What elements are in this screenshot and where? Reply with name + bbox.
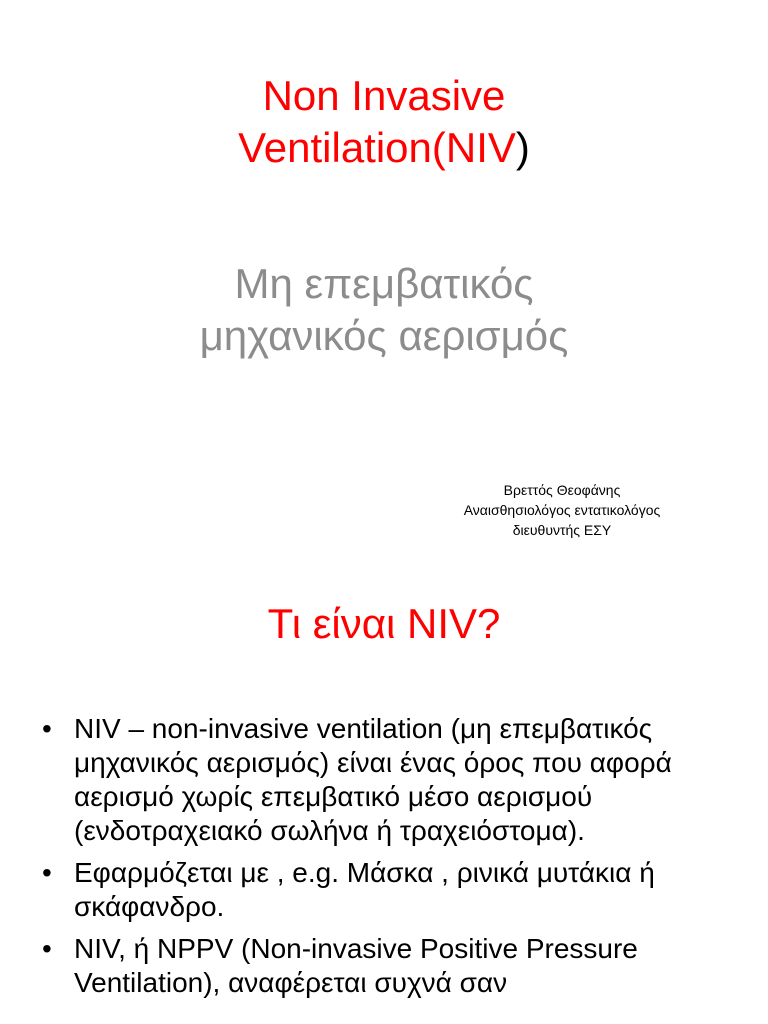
bullet-item (40, 712, 730, 848)
title-closing-paren: ) (515, 124, 530, 171)
presentation-title (0, 70, 768, 174)
bullet-item (40, 856, 730, 924)
subtitle-line-2: μηχανικός αερισμός (199, 312, 569, 359)
author-specialty: Αναισθησιολόγος εντατικολόγος (463, 502, 661, 518)
author-position: διευθυντής ΕΣΥ (512, 522, 612, 538)
bullet-item (40, 932, 730, 1000)
bullet-dot-icon: • (42, 713, 52, 744)
subtitle-line-1: Μη επεμβατικός (234, 260, 534, 307)
bullet-dot-icon: • (42, 933, 52, 964)
title-line-1: Non Invasive (262, 72, 506, 119)
presentation-subtitle (0, 258, 768, 362)
bullet-list (40, 712, 730, 1008)
bullet-dot-icon: • (42, 857, 52, 888)
title-line-2 (0, 122, 768, 174)
bullet-text: NIV, ή NPPV (Non-invasive Positive Pressure Ventilation), αναφέρεται συχνά σαν (74, 933, 638, 998)
bullet-text: NIV – non-invasive ventilation (μη επεμβατικός μηχανικός αερισμός) είναι ένας όρος που αφορά αερισμό χωρίς επεμβατικό μέσο αερισμού (ενδοτραχειακό σωλήνα ή τραχειόστομα). (74, 713, 672, 846)
title-line-2-main: Ventilation(NIV (238, 124, 516, 171)
slide-what-is-niv (0, 576, 768, 1024)
slide-2-title: Τι είναι NIV? (267, 600, 501, 647)
author-name: Βρεττός Θεοφάνης (503, 482, 621, 498)
bullet-text: Εφαρμόζεται με , e.g. Μάσκα , ρινικά μυτάκια ή σκάφανδρο. (74, 857, 655, 922)
author-info (412, 480, 712, 540)
